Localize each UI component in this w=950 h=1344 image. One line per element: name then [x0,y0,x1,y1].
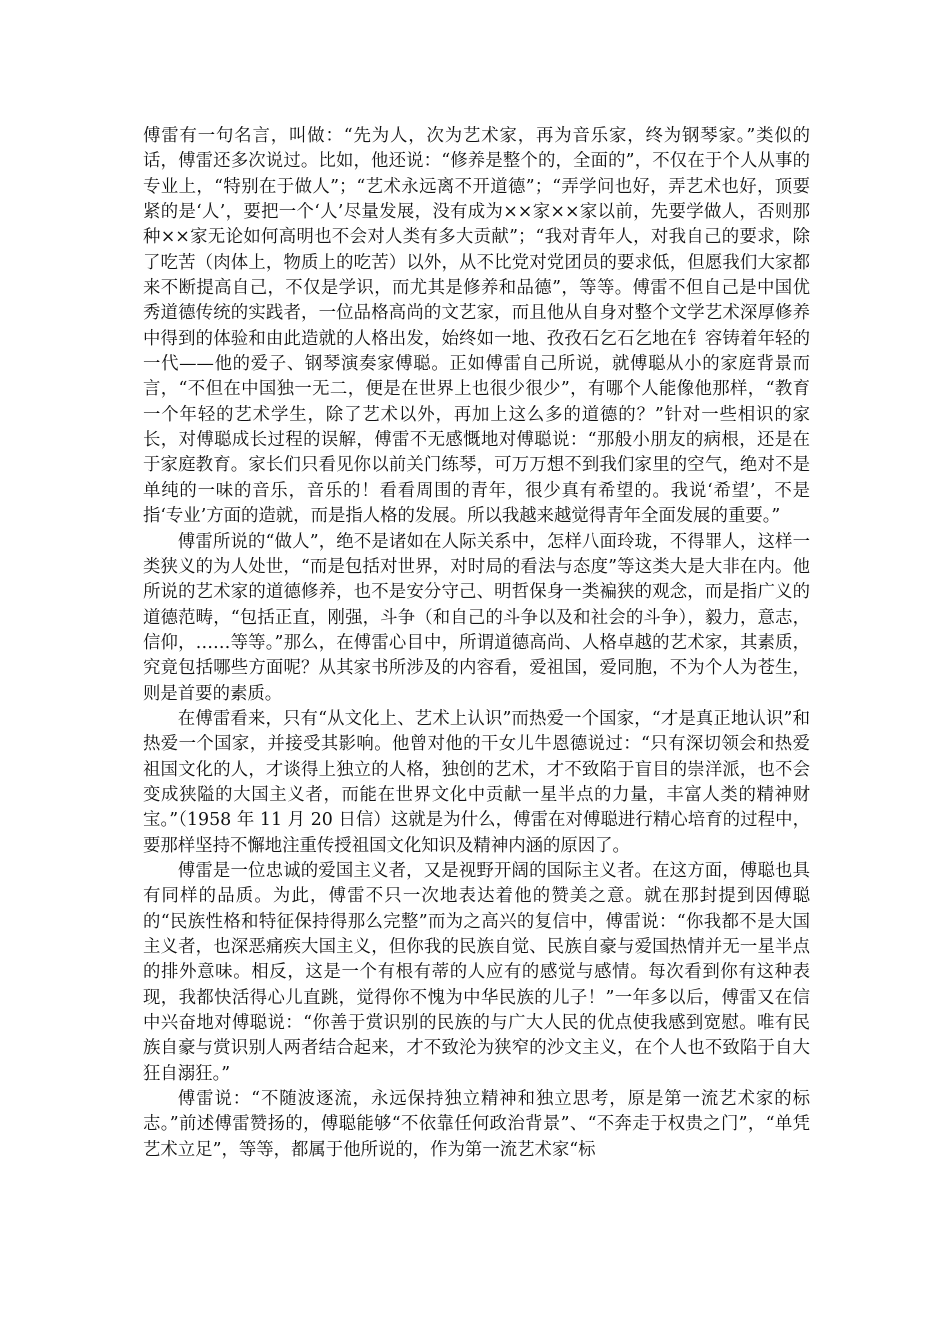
paragraph-4: 傅雷是一位忠诚的爱国主义者，又是视野开阔的国际主义者。在这方面，傅聪也具有同样的品质。为此，傅雷不只一次地表达着他的赞美之意。就在那封提到因傅聪的“民族性格和特征保持得那么完整”而为之高兴的复信中，傅雷说：“你我都不是大国主义者，也深恶痛疾大国主义，但你我的民族自觉、民族自豪与爱国热情并无一星半点的排外意味。相反，这是一个有根有蒂的人应有的感觉与感情。每次看到你有这种表现，我都快活得心儿直跳，觉得你不愧为中华民族的儿子！”一年多以后，傅雷又在信中兴奋地对傅聪说：“你善于赏识别的民族的与广大人民的优点使我感到宽慰。唯有民族自豪与赏识别人两者结合起来，才不致沦为狭窄的沙文主义，在个人也不致陷于自大狂自溺狂。” [143,860,810,1084]
paragraph-2: 傅雷所说的“做人”，绝不是诸如在人际关系中，怎样八面玲珑，不得罪人，这样一类狭义的为人处世，“而是包括对世界，对时局的看法与态度”等这类大是大非在内。他所说的艺术家的道德修养，也不是安分守己、明哲保身一类褊狭的观念，而是指广义的道德范畴，“包括正直，刚强，斗争（和自己的斗争以及和社会的斗争），毅力，意志，信仰，……等等。”那么，在傅雷心目中，所谓道德高尚、人格卓越的艺术家，其素质，究竟包括哪些方面呢？从其家书所涉及的内容看，爱祖国，爱同胞，不为个人为苍生，则是首要的素质。 [143,531,810,704]
paragraph-5: 傅雷说：“不随波逐流，永远保持独立精神和独立思考，原是第一流艺术家的标志。”前述傅雷赞扬的，傅聪能够“不依靠任何政治背景”、“不奔走于权贵之门”，“单凭艺术立足”，等等，都属于他所说的，作为第一流艺术家“标 [143,1089,810,1160]
paragraph-3: 在傅雷看来，只有“从文化上、艺术上认识”而热爱一个国家，“才是真正地认识”和热爱一个国家，并接受其影响。他曾对他的干女儿牛恩德说过：“只有深切领会和热爱祖国文化的人，才谈得上独立的人格，独创的艺术，才不致陷于盲目的崇洋派，也不会变成狭隘的大国主义者，而能在世界文化中贡献一星半点的力量，丰富人类的精神财宝。”（1958 年 11 月 20 日信）这就是为什么，傅雷在对傅聪进行精心培育的过程中，要那样坚持不懈地注重传授祖国文化知识及精神内涵的原因了。 [143,708,810,856]
body-text [143,124,810,1163]
paragraph-1: 傅雷有一句名言，叫做：“先为人，次为艺术家，再为音乐家，终为钢琴家。”类似的话，傅雷还多次说过。比如，他还说：“修养是整个的，全面的”，不仅在于个人从事的专业上，“特别在于做人”；“艺术永远离不开道德”；“弄学问也好，弄艺术也好，顶要紧的是‘人’，要把一个‘人’尽量发展，没有成为××家××家以前，先要学做人，否则那种××家无论如何高明也不会对人类有多大贡献”；“我对青年人，对我自己的要求，除了吃苦（肉体上，物质上的吃苦）以外，从不比党对党团员的要求低，但愿我们大家都来不断提高自己，不仅是学识，而尤其是修养和品德”，等等。傅雷不但自己是中国优秀道德传统的实践者，一位品格高尚的文艺家，而且他从自身对整个文学艺术深厚修养中得到的体验和由此造就的人格出发，始终如一地、孜孜石乞石乞地在钅容铸着年轻的一代——他的爱子、钢琴演奏家傅聪。正如傅雷自己所说，就傅聪从小的家庭背景而言，“不但在中国独一无二，便是在世界上也很少很少”，有哪个人能像他那样，“教育一个年轻的艺术学生，除了艺术以外，再加上这么多的道德的？”针对一些相识的家长，对傅聪成长过程的误解，傅雷不无感慨地对傅聪说：“那般小朋友的病根，还是在于家庭教育。家长们只看见你以前关门练琴，可万万想不到我们家里的空气，绝对不是单纯的一味的音乐，音乐的！看看周围的青年，很少真有希望的。我说‘希望’，不是指‘专业’方面的造就，而是指人格的发展。所以我越来越觉得青年全面发展的重要。” [143,126,810,527]
